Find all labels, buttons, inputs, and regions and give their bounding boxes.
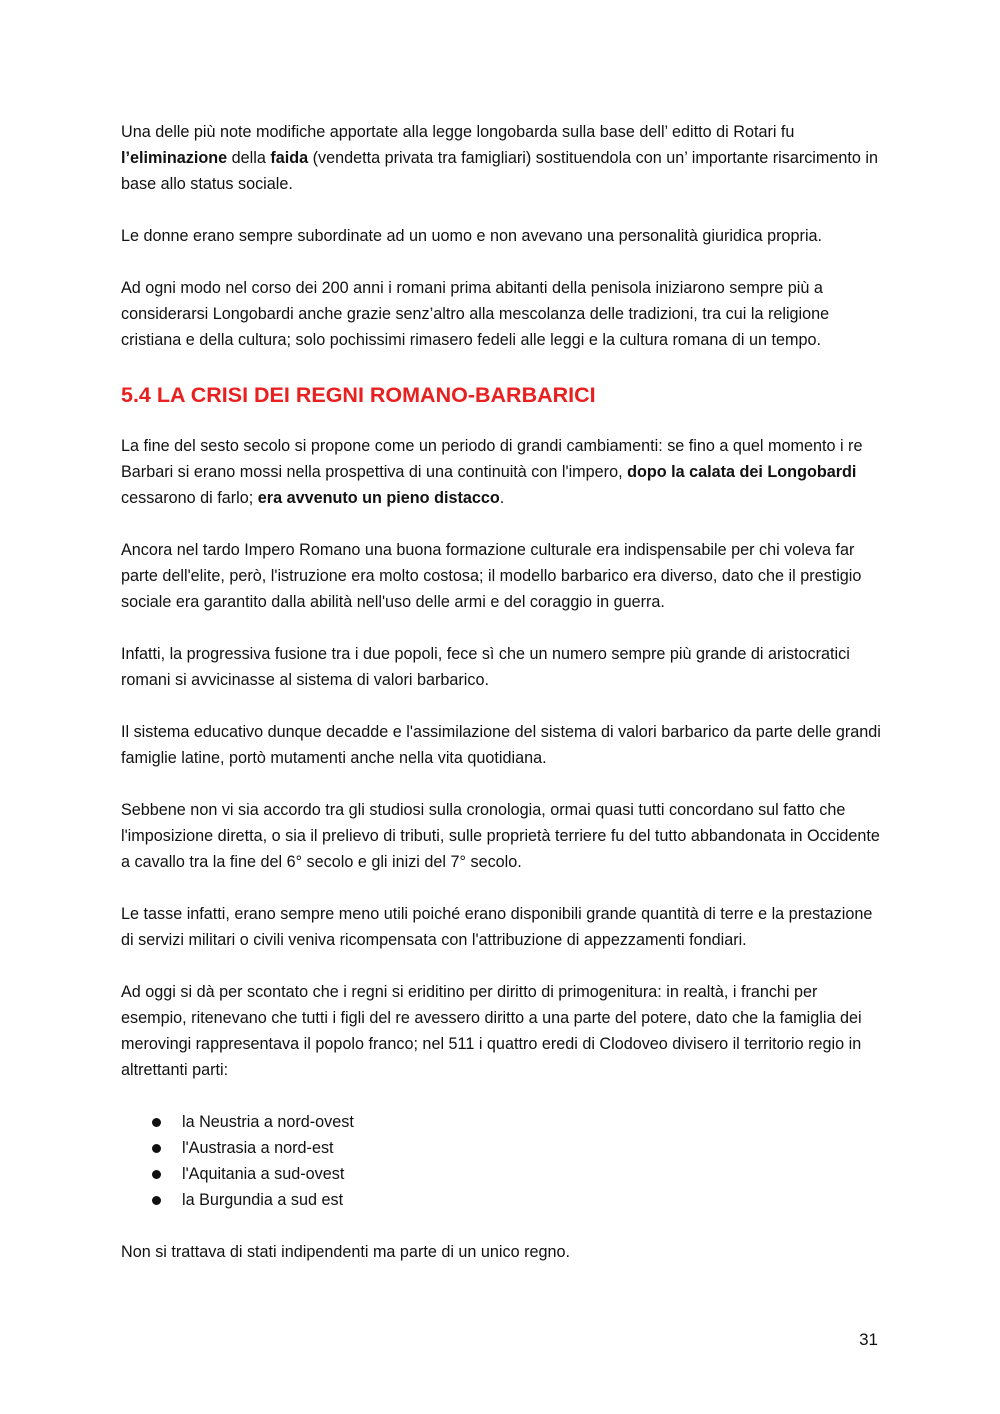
bullet-list — [121, 1109, 881, 1213]
paragraph — [121, 1239, 881, 1265]
list-item — [152, 1135, 881, 1161]
bullet-icon — [152, 1170, 161, 1179]
bullet-icon — [152, 1118, 161, 1127]
paragraph — [121, 901, 881, 953]
text-run: Una delle più note modifiche apportate alla legge longobarda sulla base dell’ editto di Rotari fu — [121, 123, 795, 141]
list-item-label: l'Aquitania a sud-ovest — [182, 1165, 345, 1183]
bold-text: dopo la calata dei Longobardi — [627, 463, 857, 481]
list-item — [152, 1161, 881, 1187]
paragraph — [121, 537, 881, 615]
list-item — [152, 1187, 881, 1213]
text-run: Infatti, la progressiva fusione tra i due popoli, fece sì che un numero sempre più grande di aristocratici romani si avvicinasse al sistema di valori barbarico. — [121, 645, 850, 689]
text-run: Non si trattava di stati indipendenti ma parte di un unico regno. — [121, 1243, 571, 1261]
text-run: Le donne erano sempre subordinate ad un uomo e non avevano una personalità giuridica propria. — [121, 227, 823, 245]
list-item-label: la Burgundia a sud est — [182, 1191, 344, 1209]
page-number: 31 — [859, 1330, 878, 1349]
paragraph — [121, 719, 881, 771]
text-run: Il sistema educativo dunque decadde e l'assimilazione del sistema di valori barbarico da parte delle grandi famiglie latine, portò mutamenti anche nella vita quotidiana. — [121, 723, 881, 767]
bold-text: faida — [270, 149, 309, 167]
bold-text: era avvenuto un pieno distacco — [257, 489, 500, 507]
section-heading: 5.4 LA CRISI DEI REGNI ROMANO-BARBARICI — [121, 383, 596, 407]
list-item — [152, 1109, 881, 1135]
text-run: Ad oggi si dà per scontato che i regni si eriditino per diritto di primogenitura: in realtà, i franchi per esempio, ritenevano che tutti i figli del re avessero diritto a una parte del potere, dato che la famiglia dei merovingi rappresentava il popolo franco; nel 511 i quattro eredi di Clodoveo divisero il territorio regio in altrettanti parti: — [121, 983, 862, 1079]
bold-text: l’eliminazione — [121, 149, 228, 167]
paragraph — [121, 797, 881, 875]
paragraph — [121, 223, 881, 249]
paragraph — [121, 641, 881, 693]
text-run: Sebbene non vi sia accordo tra gli studiosi sulla cronologia, ormai quasi tutti concordano sul fatto che l'imposizione diretta, o sia il prelievo di tributi, sulle proprietà terriere fu del tutto abbandonata in Occidente a cavallo tra la fine del 6° secolo e gli inizi del 7° secolo. — [121, 801, 880, 871]
text-run: . — [499, 489, 505, 507]
text-run: La fine del sesto secolo si propone come un periodo di grandi cambiamenti: se fino a quel momento i re Barbari si erano mossi nella prospettiva di una continuità con l'impero, — [121, 437, 863, 481]
paragraph — [121, 979, 881, 1083]
paragraph — [121, 119, 881, 197]
paragraph — [121, 275, 881, 353]
paragraph — [121, 433, 881, 511]
text-run: cessarono di farlo; — [121, 489, 258, 507]
text-run: della — [227, 149, 271, 167]
text-run: Ad ogni modo nel corso dei 200 anni i romani prima abitanti della penisola iniziarono sempre più a considerarsi Longobardi anche grazie senz’altro alla mescolanza delle tradizioni, tra cui la religione cristiana e della cultura; solo pochissimi rimasero fedeli alle leggi e la cultura romana di un tempo. — [121, 279, 830, 349]
list-item-label: l'Austrasia a nord-est — [182, 1139, 334, 1157]
text-run: Le tasse infatti, erano sempre meno utili poiché erano disponibili grande quantità di terre e la prestazione di servizi militari o civili veniva ricompensata con l'attribuzione di appezzamenti fondiari. — [121, 905, 873, 949]
bullet-icon — [152, 1144, 161, 1153]
document-page — [121, 119, 881, 1291]
list-item-label: la Neustria a nord-ovest — [182, 1113, 354, 1131]
text-run: (vendetta privata tra famigliari) sostituendola con un’ importante risarcimento in base allo status sociale. — [121, 149, 878, 193]
bullet-icon — [152, 1196, 161, 1205]
text-run: Ancora nel tardo Impero Romano una buona formazione culturale era indispensabile per chi voleva far parte dell'elite, però, l'istruzione era molto costosa; il modello barbarico era diverso, dato che il prestigio sociale era garantito dalla abilità nell'uso delle armi e del coraggio in guerra. — [121, 541, 862, 611]
